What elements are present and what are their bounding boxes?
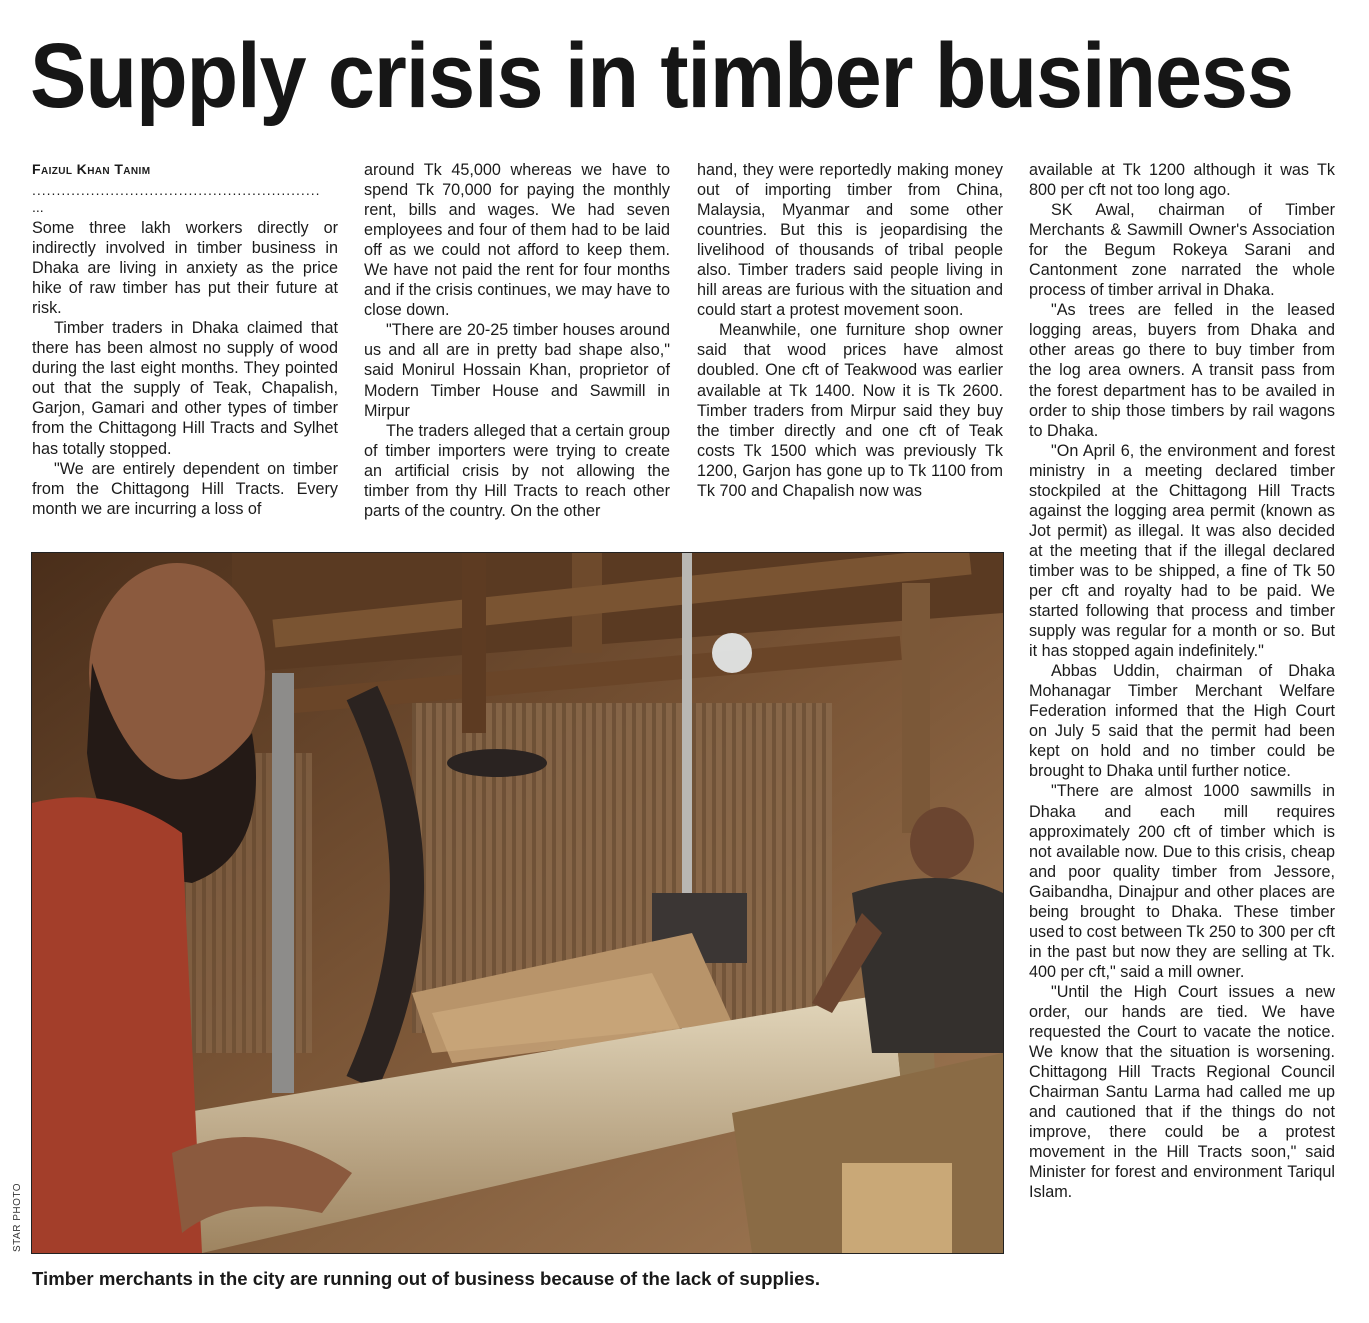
headline: Supply crisis in timber business [30, 25, 1293, 127]
paragraph: around Tk 45,000 whereas we have to spend Tk 70,000 for paying the monthly rent, bills and wages. We had seven employees and four of them had to be laid off as we could not afford to keep them. We have not paid the rent for four months and if the crisis continues, we may have to close down. [364, 161, 670, 320]
paragraph: Abbas Uddin, chairman of Dhaka Mohanagar Timber Merchant Welfare Federation informed that the High Court on July 5 said that the permit had been kept on hold and no timber could be brought to Dhaka until further notice. [1029, 662, 1335, 781]
photo-credit: STAR PHOTO [12, 1182, 23, 1252]
sawmill-photo [31, 552, 1004, 1254]
paragraph: "As trees are felled in the leased logging areas, buyers from Dhaka and other areas go there to buy timber from the log area owners. A transit pass from the forest department has to be availed in order to ship those timbers by rail wagons to Dhaka. [1029, 301, 1335, 440]
article-column-3 [697, 160, 1003, 501]
article-column-4 [1029, 160, 1335, 1202]
paragraph: hand, they were reportedly making money out of importing timber from China, Malaysia, Myanmar and some other countries. But this is jeopardising the livelihood of thousands of tribal people also. Timber traders said people living in hill areas are furious with the situation and could start a protest movement soon. [697, 161, 1003, 320]
paragraph: Meanwhile, one furniture shop owner said that wood prices have almost doubled. One cft of Teakwood was earlier available at Tk 1400. Now it is Tk 2600. Timber traders from Mirpur said they buy the timber directly and one cft of Teak costs Tk 1500 which was previously Tk 1200, Garjon has gone up to Tk 1100 from Tk 700 and Chapalish now was [697, 321, 1003, 500]
byline: Faizul Khan Tanim [32, 161, 151, 177]
paragraph: "There are almost 1000 sawmills in Dhaka and each mill requires approximately 200 cft of timber which is not available now. Due to this crisis, cheap and poor quality timber from Jessore, Gaibandha, Dinajpur and other places are being brought to Dhaka. These timber used to cost between Tk 250 to 300 per cft in the past but now they are selling at Tk. 400 per cft," said a mill owner. [1029, 782, 1335, 981]
paragraph: "There are 20-25 timber houses around us and all are in pretty bad shape also," said Monirul Hossain Khan, proprietor of Modern Timber House and Sawmill in Mirpur [364, 321, 670, 420]
article-column-2 [364, 160, 670, 521]
paragraph: SK Awal, chairman of Timber Merchants & Sawmill Owner's Association for the Begum Rokeya Sarani and Cantonment zone narrated the whole process of timber arrival in Dhaka. [1029, 201, 1335, 300]
paragraph: The traders alleged that a certain group of timber importers were trying to create an artificial crisis by not allowing the timber from thy Hill Tracts to reach other parts of the country. On the other [364, 421, 670, 520]
paragraph: "On April 6, the environment and forest ministry in a meeting declared timber stockpiled at the Chittagong Hill Tracts against the logging area permit (known as Jot permit) as illegal. It was also decided at the meeting that if the illegal declared timber was to be shipped, a fine of Tk 50 per cft and royalty had to be paid. We started following that process and timber supply was regular for a month or so. But it has stopped again indefinitely." [1029, 441, 1335, 661]
paragraph: available at Tk 1200 although it was Tk 800 per cft not too long ago. [1029, 161, 1335, 200]
paragraph: "Until the High Court issues a new order, our hands are tied. We have requested the Court to vacate the notice. We know that the situation is worsening. Chittagong Hill Tracts Regional Council Chairman Santu Larma had called me up and cautioned that if the things do not improve, there could be a protest movement in the Hill Tracts soon," said Minister for forest and environment Tariqul Islam. [1029, 982, 1335, 1202]
paragraph: "We are entirely dependent on timber from the Chittagong Hill Tracts. Every month we are incurring a loss of [32, 459, 338, 518]
byline-divider-end: ... [32, 199, 44, 215]
paragraph: Some three lakh workers directly or indirectly involved in timber business in Dhaka are living in anxiety as the price hike of raw timber has put their future at risk. [32, 219, 338, 318]
paragraph: Timber traders in Dhaka claimed that there has been almost no supply of wood during the last eight months. They pointed out that the supply of Teak, Chapalish, Garjon, Gamari and other types of timber from the Chittagong Hill Tracts and Sylhet has totally stopped. [32, 319, 338, 458]
photo-caption: Timber merchants in the city are running out of business because of the lack of supplies. [32, 1268, 821, 1289]
byline-divider: ........................................................... [32, 182, 321, 198]
article-column-1 [32, 160, 338, 519]
